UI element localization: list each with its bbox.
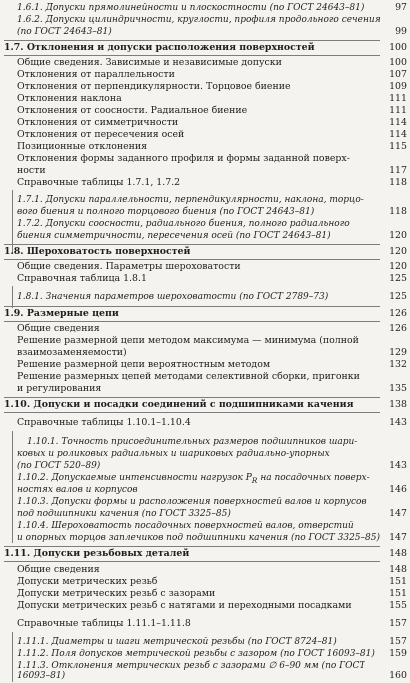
- toc-entry-title: 16093–81): [17, 671, 66, 681]
- toc-section-heading[interactable]: [0, 308, 410, 321]
- toc-page-number: 118: [389, 206, 407, 217]
- toc-entry-title: Отклонения формы заданного профиля и формы заданной поверх-: [17, 153, 350, 164]
- toc-entry-title: 1.7.1. Допуски параллельности, перпендикулярности, наклона, торцо-: [17, 195, 364, 205]
- toc-entry-title: Справочные таблицы 1.11.1–1.11.8: [17, 618, 191, 629]
- toc-entry-title: 1.8.1. Значения параметров шероховатости (по ГОСТ 2789–73): [17, 292, 329, 302]
- toc-page-number: 151: [389, 588, 407, 599]
- divider: [4, 412, 380, 413]
- toc-entry-title: Допуски метрических резьб: [17, 576, 158, 587]
- toc-entry-title: Допуски метрических резьб с натягами и переходными посадками: [17, 600, 352, 611]
- divider: [4, 306, 380, 307]
- toc-page-number: 147: [389, 508, 407, 519]
- toc-page-number: 125: [389, 273, 407, 284]
- toc-entry-title: Позиционные отклонения: [17, 141, 148, 152]
- toc-entry-title: вого биения и полного торцового биения (по ГОСТ 24643–81): [17, 207, 315, 217]
- toc-entry-title: Общие сведения: [17, 323, 100, 334]
- toc-page-number: 126: [389, 323, 407, 334]
- toc-page-number: 114: [389, 129, 407, 140]
- toc-entry-title: 1.10.2. Допускаемые интенсивности нагрузок $P_R$ на посадочных поверх-: [17, 473, 370, 485]
- toc-entry-title: (по ГОСТ 24643–81): [17, 27, 112, 37]
- toc-entry-title: 1.10.4. Шероховатость посадочных поверхностей валов, отверстий: [17, 521, 354, 531]
- toc-page-number: 135: [389, 383, 407, 394]
- divider: [4, 40, 380, 41]
- toc-entry-title: Решение размерной цепи методом максимума — минимума (полной: [17, 335, 359, 346]
- toc-page-number: 120: [389, 246, 407, 257]
- toc-page-number: 120: [389, 261, 407, 272]
- toc-entry-title: 1.8. Шероховатость поверхностей: [4, 246, 191, 257]
- toc-entry-title: 1.11.3. Отклонения метрических резьб с зазорами ∅ 6–90 мм (по ГОСТ: [17, 661, 366, 671]
- toc-page-number: 146: [389, 484, 407, 495]
- toc-section-heading[interactable]: [0, 548, 410, 561]
- subscript: R: [251, 475, 258, 485]
- toc-entry-title: Отклонения от параллельности: [17, 69, 175, 80]
- toc-entry-title: Отклонения от пересечения осей: [17, 129, 185, 140]
- toc-entry-title: Решение размерной цепи вероятностным методом: [17, 359, 271, 370]
- toc-entry-title: Допуски метрических резьб с зазорами: [17, 588, 216, 599]
- toc-entry-title: ковых и роликовых радиальных и шариковых радиально-упорных: [17, 449, 330, 459]
- toc-page-number: 155: [389, 600, 407, 611]
- toc-entry-title: и регулирования: [17, 383, 102, 394]
- toc-page-number: 114: [389, 117, 407, 128]
- toc-section-heading[interactable]: [0, 246, 410, 259]
- toc-entry-title: Общие сведения. Параметры шероховатости: [17, 261, 241, 272]
- toc-page-number: 148: [389, 548, 407, 559]
- toc-entry-title: под подшипники качения (по ГОСТ 3325–85): [17, 509, 231, 519]
- toc-entry[interactable]: [0, 383, 410, 396]
- toc-entry-title: 1.6.2. Допуски цилиндричности, круглости, профиля продольного сечения: [17, 15, 381, 25]
- toc-page-number: 148: [389, 564, 407, 575]
- toc-page-number: 143: [389, 460, 407, 471]
- toc-page-number: 143: [389, 417, 407, 428]
- toc-page-number: 109: [389, 81, 407, 92]
- toc-page-number: 111: [389, 105, 407, 116]
- toc-entry-title: 1.10.3. Допуски формы и расположения поверхностей валов и корпусов: [17, 497, 367, 507]
- toc-page-number: 115: [389, 141, 407, 152]
- divider: [4, 55, 380, 56]
- toc-entry-title: 1.10. Допуски и посадки соединений с подшипниками качения: [4, 399, 354, 410]
- toc-entry-title: ностях валов и корпусов: [17, 485, 138, 495]
- toc-entry-title: 1.7. Отклонения и допуски расположения поверхностей: [4, 42, 315, 53]
- toc-page-number: 138: [389, 399, 407, 410]
- toc-entry[interactable]: [0, 618, 410, 631]
- toc-page-number: 120: [389, 230, 407, 241]
- divider: [4, 259, 380, 260]
- toc-page-number: 107: [389, 69, 407, 80]
- toc-entry-title: Отклонения от симметричности: [17, 117, 179, 128]
- toc-page-number: 160: [389, 670, 407, 681]
- divider: [4, 546, 380, 547]
- toc-page-number: 157: [389, 618, 407, 629]
- toc-entry-title: Отклонения от соосности. Радиальное биение: [17, 105, 248, 116]
- toc-entry-title: 1.11.1. Диаметры и шаги метрической резьбы (по ГОСТ 8724–81): [17, 637, 337, 647]
- toc-section-heading[interactable]: [0, 42, 410, 55]
- toc-entry-title: биения симметричности, пересечения осей (по ГОСТ 24643–81): [17, 231, 331, 241]
- toc-page-number: 117: [389, 165, 407, 176]
- toc-entry-title: 1.10.1. Точность присоединительных размеров подшипников шари-: [27, 437, 358, 447]
- toc-section-heading[interactable]: [0, 399, 410, 412]
- toc-entry[interactable]: [0, 291, 410, 304]
- toc-entry-title: ности: [17, 165, 46, 176]
- toc-entry[interactable]: [0, 600, 410, 613]
- toc-entry[interactable]: [0, 177, 410, 190]
- toc-page-number: 99: [395, 26, 407, 37]
- toc-entry-title: 1.9. Размерные цепи: [4, 308, 119, 319]
- toc-entry-title: и опорных торцов заплечиков под подшипники качения (по ГОСТ 3325–85): [17, 533, 380, 543]
- toc-entry[interactable]: [0, 273, 410, 286]
- toc-page-number: 118: [389, 177, 407, 188]
- toc-entry-title: Справочная таблица 1.8.1: [17, 273, 147, 284]
- toc-page-number: 147: [389, 532, 407, 543]
- toc-page-number: 129: [389, 347, 407, 358]
- toc-entry-title: Справочные таблицы 1.7.1, 1.7.2: [17, 177, 181, 188]
- toc-page-number: 97: [395, 2, 407, 13]
- toc-page-number: 126: [389, 308, 407, 319]
- toc-page-number: 151: [389, 576, 407, 587]
- toc-page-number: 125: [389, 291, 407, 302]
- toc-entry-title: взаимозаменяемости): [17, 347, 127, 358]
- toc-entry[interactable]: [0, 417, 410, 430]
- toc-entry-title: 1.6.1. Допуски прямолинейности и плоскостности (по ГОСТ 24643–81): [17, 3, 365, 13]
- toc-entry-title: Справочные таблицы 1.10.1–1.10.4: [17, 417, 191, 428]
- toc-page-number: 100: [389, 42, 407, 53]
- toc-page-number: 159: [389, 648, 407, 659]
- toc-page-number: 100: [389, 57, 407, 68]
- toc-entry[interactable]: [0, 230, 410, 243]
- divider: [4, 561, 380, 562]
- divider: [4, 321, 380, 322]
- toc-entry-title: Отклонения наклона: [17, 93, 122, 104]
- toc-entry-title: (по ГОСТ 520–89): [17, 461, 101, 471]
- toc-page-number: 157: [389, 636, 407, 647]
- toc-entry-title: 1.7.2. Допуски соосности, радиального биения, полного радиального: [17, 219, 350, 229]
- toc-entry[interactable]: [0, 670, 410, 683]
- toc-entry-title: Решение размерных цепей методами селективной сборки, пригонки: [17, 371, 360, 382]
- toc-page-number: 132: [389, 359, 407, 370]
- toc-entry-title: Общие сведения. Зависимые и независимые допуски: [17, 57, 282, 68]
- toc-entry-title: Отклонения от перпендикулярности. Торцовое биение: [17, 81, 291, 92]
- toc-page-number: 111: [389, 93, 407, 104]
- toc-entry[interactable]: [0, 26, 410, 39]
- divider: [4, 244, 380, 245]
- toc-entry-title: 1.11.2. Поля допусков метрической резьбы с зазором (по ГОСТ 16093–81): [17, 649, 375, 659]
- toc-entry-title: 1.11. Допуски резьбовых деталей: [4, 548, 190, 559]
- toc-entry[interactable]: [0, 532, 410, 545]
- divider: [4, 397, 380, 398]
- toc-entry-title: Общие сведения: [17, 564, 100, 575]
